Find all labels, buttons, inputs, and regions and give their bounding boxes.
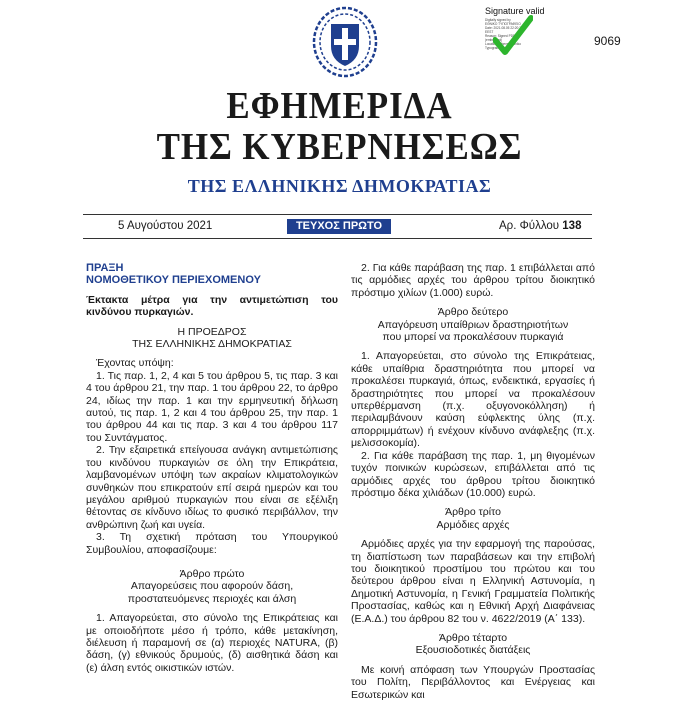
act-title: ΠΡΑΞΗ [86,262,124,274]
sheet-number: Αρ. Φύλλου 138 [499,220,582,232]
act-subject: Έκτακτα μέτρα για την αντιμετώπιση του κινδύνου πυρκαγιών. [86,293,338,319]
page-number: 9069 [594,34,621,48]
issue-badge: ΤΕΥΧΟΣ ΠΡΩΤΟ [287,219,391,234]
issue-date: 5 Αυγούστου 2021 [118,220,213,232]
header-divider-bottom [83,238,592,239]
considering-heading: Έχοντας υπόψη: [96,357,174,370]
article-heading: Άρθρο πρώτο [179,567,245,580]
article-heading: Άρθρο τέταρτο [438,631,508,644]
article-subheading: Εξουσιοδοτικές διατάξεις [415,644,531,657]
paragraph: 1. Απαγορεύεται, στο σύνολο της Επικράτειας και με οποιοδήποτε μέσο ή τρόπο, κάθε μετακίνηση, διέλευση ή παραμονή σε (α) περιοχές NATURA, (β) δάση, (γ) εθνικούς δρυμούς, (δ) αισθητικά δάση και (ε) άλση εντός οικιστικών ιστών. [86,612,338,674]
paragraph: 2. Για κάθε παράβαση της παρ. 1, μη θιγομένων τυχόν ποινικών κυρώσεων, επιβάλλεται από τις αρμόδιες αρχές του άρθρου τρίτου διοικητικό πρόστιμο δέκα χιλιάδων (10.000) ευρώ. [351,449,595,499]
gazette-title-line1: ΕΦΗΜΕΡΙΔΑ [226,85,453,127]
left-column [86,262,338,674]
president-subtitle: ΤΗΣ ΕΛΛΗΝΙΚΗΣ ΔΗΜΟΚΡΑΤΙΑΣ [132,338,292,351]
article-subheading: Απαγόρευση υπαίθριων δραστηριοτήτων [377,318,569,331]
paragraph: Αρμόδιες αρχές για την εφαρμογή της παρούσας, τη διαπίστωση των παραβάσεων και την επιβολή του διοικητικού προστίμου του πρώτου και του δεύτερου άρθρου είναι η Ελληνική Αστυνομία, η Δημοτική Αστυνομία, η Γενική Γραμματεία Πολιτικής Προστασίας, καθώς και η Εθνική Αρχή Διαφάνειας (Ε.Α.Δ.) του άρθρου 82 του ν. 4622/2019 (Α΄ 133). [351,538,595,625]
gazette-title-line2: ΤΗΣ ΚΥΒΕΡΝΗΣΕΩΣ [156,126,523,168]
right-column [351,262,595,701]
checkmark-icon [493,14,533,58]
digital-signature-stamp [483,6,553,62]
paragraph: Με κοινή απόφαση των Υπουργών Προστασίας του Πολίτη, Περιβάλλοντος και Ενέργειας και Εσωτερικών και [351,663,595,701]
article-heading: Άρθρο δεύτερο [437,306,509,319]
paragraph: 1. Απαγορεύεται, στο σύνολο της Επικράτειας, κάθε υπαίθρια δραστηριότητα που μπορεί να προκαλέσει πυρκαγιά, όπως, ενδεικτικά, εργασίες ή δραστηριότητες που μπορεί να προκαλέσουν υπερθέρμανση (π.χ. οξυγονοκόλληση) ή περιλαμβάνουν καύση εύφλεκτης ύλης (π.χ. απορριμμάτων) ή ενέχουν κίνδυνο ανάφλεξης (π.χ. μελισσοκομία). [351,350,595,450]
gazette-title-line3: ΤΗΣ ΕΛΛΗΝΙΚΗΣ ΔΗΜΟΚΡΑΤΙΑΣ [187,176,492,196]
article-heading: Άρθρο τρίτο [445,506,501,519]
act-title-subtitle: ΝΟΜΟΘΕΤΙΚΟΥ ΠΕΡΙΕΧΟΜΕΝΟΥ [86,274,261,287]
paragraph: 2. Για κάθε παράβαση της παρ. 1 επιβάλλεται από τις αρμόδιες αρχές του άρθρου τρίτου διοικητικό πρόστιμο χιλίων (1.000) ευρώ. [351,262,595,299]
signature-details: Digitally signed by ΕΘΝΙΚΟ ΤΥΠΟΓΡΑΦΕΙΟ Date: 2021.08.05 22:20:37 EEST Reason: Signed PDF (embedded) Location: Athens, Ethniko Typografio [485,18,523,50]
paragraph: 2. Την εξαιρετικά επείγουσα ανάγκη αντιμετώπισης του κινδύνου πυρκαγιών σε όλη την Επικράτεια, λαμβανομένων υπόψη των ακραίων κλιματολογικών συνθηκών που επικρατούν επί σειρά ημερών και του μεγάλου αριθμού πυρκαγιών που είναι σε εξέλιξη θέτοντας σε κίνδυνο ιδίως το φυσικό περιβάλλον, την ανθρώπινη ζωή και υγεία. [86,444,338,531]
article-subheading: που μπορεί να προκαλέσουν πυρκαγιά [382,331,564,344]
paragraph: 1. Τις παρ. 1, 2, 4 και 5 του άρθρου 5, τις παρ. 3 και 4 του άρθρου 21, την παρ. 1 του άρθρου 22, το άρθρο 24, ιδίως την παρ. 1 και την ερμηνευτική δήλωση αυτού, τις παρ. 1, 2 και 4 του άρθρου 25, την παρ. 1 του άρθρου 44 και τις παρ. 3 και 4 του άρθρου 117 του Συντάγματος. [86,369,338,444]
paragraph: 3. Τη σχετική πρόταση του Υπουργικού Συμβουλίου, αποφασίζουμε: [86,531,338,556]
article-subheading: Απαγορεύσεις που αφορούν δάση, [130,580,294,593]
president-title: Η ΠΡΟΕΔΡΟΣ [177,325,247,338]
article-subheading: Αρμόδιες αρχές [436,518,510,531]
header-divider-top [83,214,592,215]
greek-coat-of-arms-icon [312,6,378,78]
article-subheading: προστατευόμενες περιοχές και άλση [127,592,297,605]
signature-label: Signature valid [485,6,545,16]
